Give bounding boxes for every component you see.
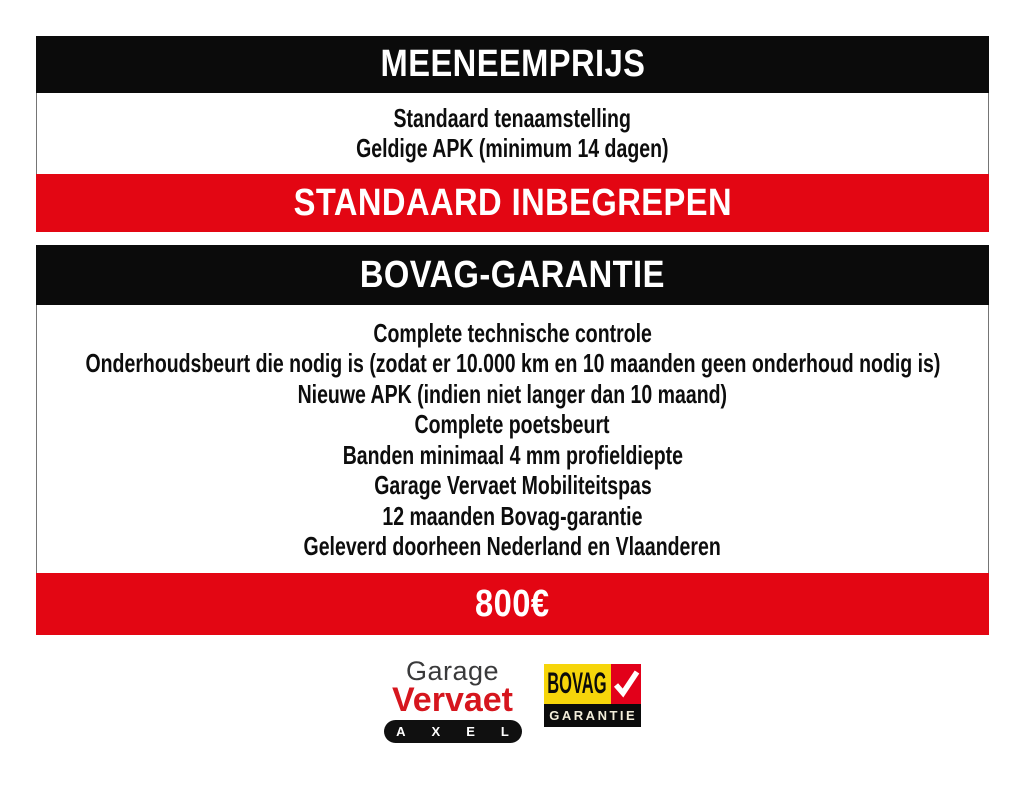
axel-badge bbox=[384, 720, 535, 743]
list-item bbox=[37, 349, 988, 380]
section-divider bbox=[36, 232, 989, 245]
bovag-item-7: 12 maanden Bovag-garantie bbox=[382, 500, 643, 531]
meeneemprijs-title: MEENEEMPRIJS bbox=[380, 43, 645, 85]
list-item bbox=[37, 501, 988, 532]
garage-vervaet-logo bbox=[384, 656, 535, 743]
price-sheet bbox=[36, 36, 989, 635]
bovag-garantie-header-bar bbox=[36, 245, 989, 305]
meeneemprijs-item-2: Geldige APK (minimum 14 dagen) bbox=[356, 132, 669, 163]
bovag-garantie-panel bbox=[36, 305, 989, 573]
list-item bbox=[37, 133, 988, 163]
bovag-garantie-title: BOVAG-GARANTIE bbox=[360, 253, 665, 296]
meeneemprijs-panel bbox=[36, 93, 989, 174]
bovag-item-4: Complete poetsbeurt bbox=[414, 409, 611, 440]
bovag-item-1: Complete technische controle bbox=[373, 317, 652, 348]
list-item bbox=[37, 471, 988, 502]
bovag-item-2: Onderhoudsbeurt die nodig is (zodat er 10.000 km en 10 maanden geen onderhoud nodig is) bbox=[85, 348, 940, 379]
price-banner bbox=[36, 573, 989, 635]
meeneemprijs-item-1: Standaard tenaamstelling bbox=[393, 102, 632, 133]
checkmark-icon bbox=[611, 664, 641, 704]
price-value: 800€ bbox=[475, 582, 550, 625]
bovag-logo-top bbox=[544, 664, 641, 704]
vervaet-logo-word: Vervaet bbox=[392, 681, 513, 719]
axel-badge-label: AXEL bbox=[396, 724, 535, 739]
bovag-item-3: Nieuwe APK (indien niet langer dan 10 maand) bbox=[297, 378, 728, 409]
garage-logo-word: Garage bbox=[405, 656, 500, 686]
list-item bbox=[37, 379, 988, 410]
bovag-logo-name-box bbox=[544, 664, 611, 704]
meeneemprijs-header-bar bbox=[36, 36, 989, 93]
bovag-item-8: Geleverd doorheen Nederland en Vlaanderen bbox=[303, 531, 722, 562]
footer-logos bbox=[0, 635, 1024, 767]
list-item bbox=[37, 410, 988, 441]
bovag-item-5: Banden minimaal 4 mm profieldiepte bbox=[342, 439, 683, 470]
list-item bbox=[37, 318, 988, 349]
standaard-inbegrepen-banner bbox=[36, 174, 989, 232]
bovag-logo-sub-box bbox=[544, 704, 641, 727]
list-item bbox=[37, 532, 988, 563]
list-item bbox=[37, 440, 988, 471]
standaard-inbegrepen-label: STANDAARD INBEGREPEN bbox=[293, 181, 732, 224]
bovag-garantie-word: GARANTIE bbox=[549, 708, 638, 723]
list-item bbox=[37, 103, 988, 133]
bovag-item-6: Garage Vervaet Mobiliteitspas bbox=[373, 470, 652, 501]
bovag-garantie-logo bbox=[544, 664, 641, 727]
bovag-logo-word: BOVAG bbox=[547, 667, 607, 700]
